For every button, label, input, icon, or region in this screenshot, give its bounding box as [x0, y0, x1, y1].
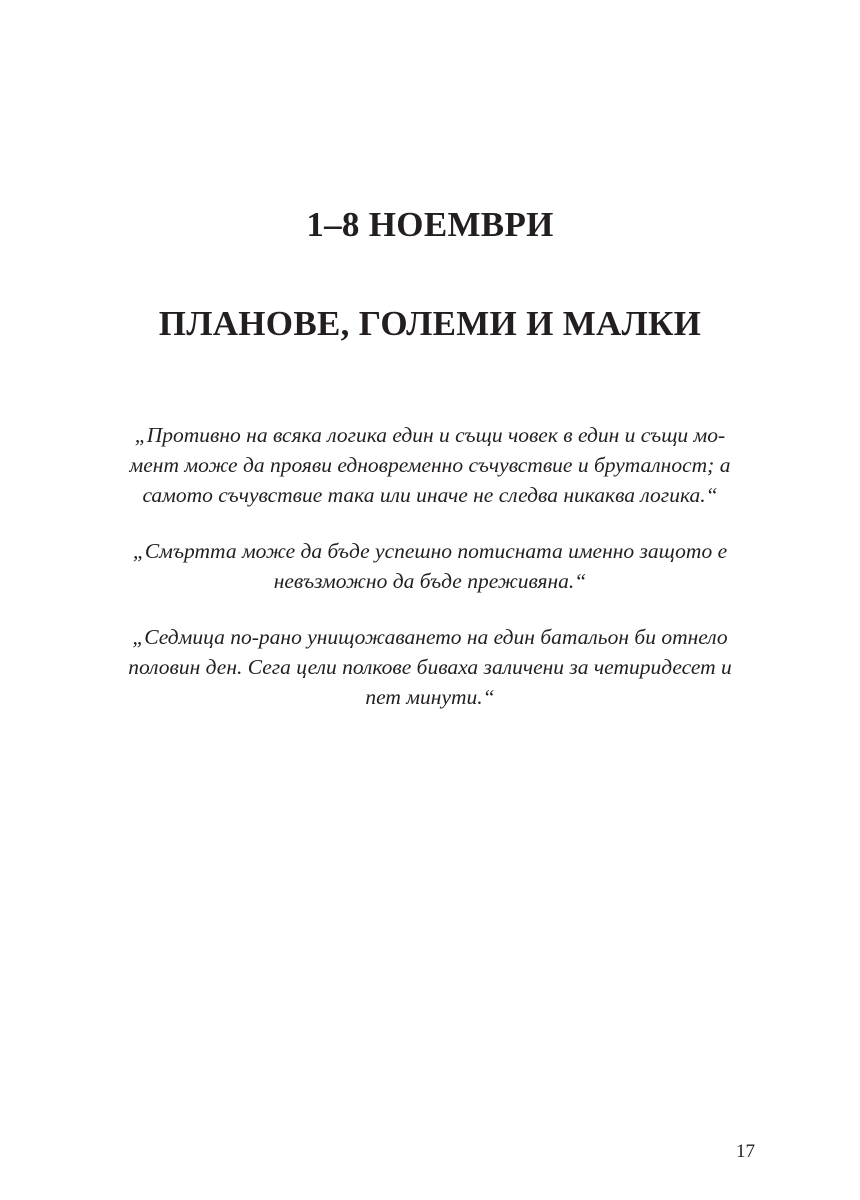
- epigraph-line: пет минути.“: [365, 685, 495, 709]
- epigraph-line: мент може да прояви едновременно съчувствие и бруталност; а: [129, 453, 731, 477]
- epigraph-quote-1: [105, 420, 755, 510]
- epigraph-line: невъзможно да бъде преживяна.“: [273, 569, 587, 593]
- epigraph-line: „Смъртта може да бъде успешно потисната именно защото е: [132, 539, 728, 563]
- epigraph-line: половин ден. Сега цели полкове биваха заличени за четиридесет и: [128, 655, 732, 679]
- chapter-date-heading: 1–8 НОЕМВРИ: [306, 205, 554, 244]
- epigraph-quote-2: [105, 536, 755, 596]
- epigraph-line: самото съчувствие така или иначе не следва никаква логика.“: [142, 483, 718, 507]
- epigraph-quote-3: [105, 622, 755, 712]
- epigraph-line: „Противно на всяка логика един и същи човек в един и същи мо-: [134, 423, 726, 447]
- page-number: 17: [736, 1141, 755, 1162]
- epigraph-line: „Седмица по-рано унищожаването на един батальон би отнело: [132, 625, 728, 649]
- chapter-title-heading: ПЛАНОВЕ, ГОЛЕМИ И МАЛКИ: [158, 304, 702, 343]
- epigraph-block: [105, 420, 755, 738]
